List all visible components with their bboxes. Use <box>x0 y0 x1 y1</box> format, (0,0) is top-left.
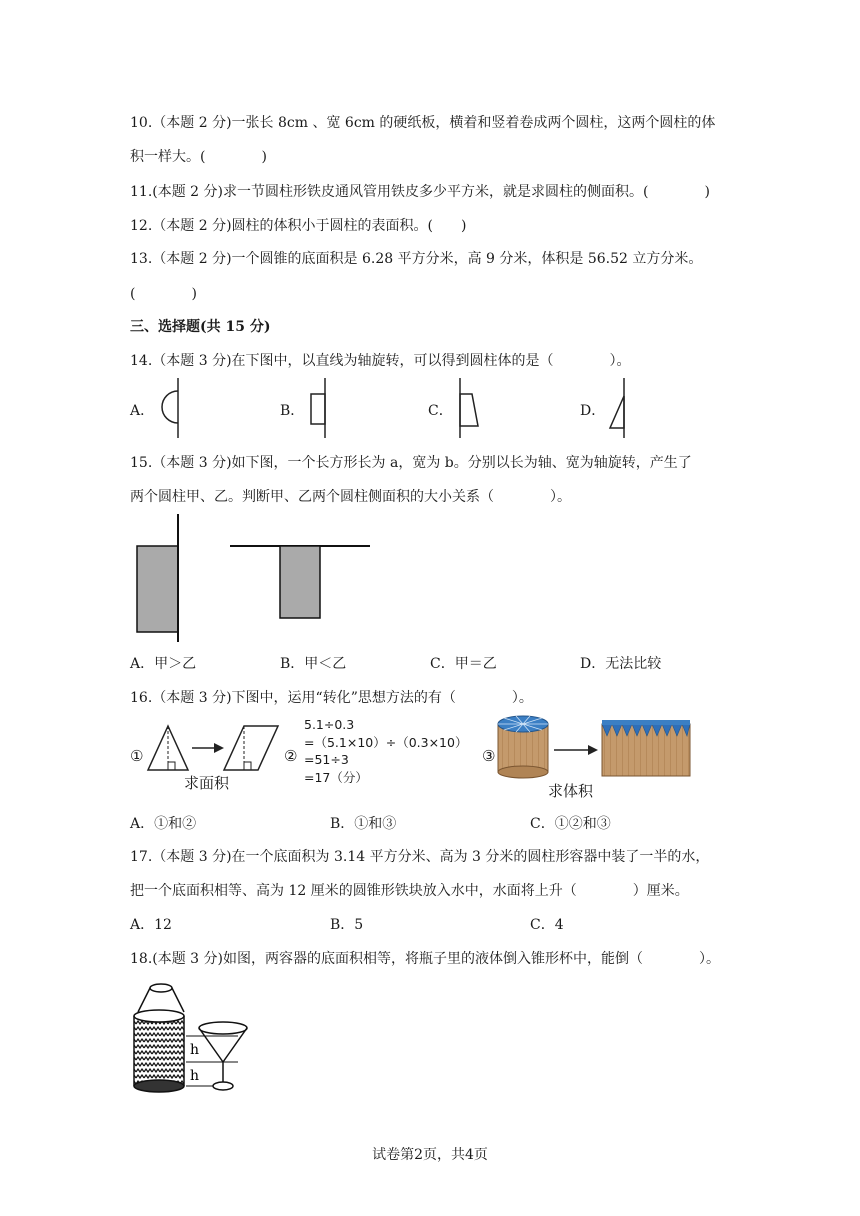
page-footer: 试卷第2页，共4页 <box>372 1147 488 1163</box>
q16-option-a: A．①和② <box>130 816 197 832</box>
q14-figure-a <box>150 376 190 440</box>
q12-text: 12.（本题 2 分)圆柱的体积小于圆柱的表面积。( ) <box>130 218 467 234</box>
section-title: 三、选择题(共 15 分) <box>130 319 271 335</box>
q15-option-c: C．甲＝乙 <box>430 656 497 672</box>
rectangle-jia <box>137 546 178 632</box>
q14-option-b: B． <box>280 403 305 419</box>
q10-line1: 10.（本题 2 分)一张长 8cm 、宽 6cm 的硬纸板，横着和竖着卷成两个圆柱，这两个圆柱的体 <box>130 115 716 131</box>
q16-figure-3 <box>496 714 696 780</box>
q11-text: 11.(本题 2 分)求一节圆柱形铁皮通风管用铁皮多少平方米，就是求圆柱的侧面积。( ) <box>130 184 710 200</box>
q14-option-d: D． <box>580 403 606 419</box>
q16-caption-area: 求面积 <box>184 774 230 792</box>
calc-line: =51÷3 <box>304 752 349 767</box>
height-label-lower: h <box>190 1068 200 1084</box>
q17-option-c: C．4 <box>530 917 564 933</box>
q15-option-d: D．无法比较 <box>580 656 662 672</box>
q16-option-c: C．①②和③ <box>530 816 611 832</box>
q15-line2: 两个圆柱甲、乙。判断甲、乙两个圆柱侧面积的大小关系（ ）。 <box>130 489 571 505</box>
q16-calculation <box>304 716 467 786</box>
q14-figure-b <box>300 376 340 440</box>
q16-label-3: ③ <box>482 747 496 765</box>
q15-option-b: B．甲＜乙 <box>280 656 347 672</box>
q14-figure-c <box>450 376 490 440</box>
q17-option-b: B．5 <box>330 917 364 933</box>
q10-line2: 积一样大。( ) <box>130 149 267 165</box>
q14-option-c: C． <box>428 403 453 419</box>
q14-figure-d <box>600 376 640 440</box>
q15-option-a: A．甲＞乙 <box>130 656 197 672</box>
q15-line1: 15.（本题 3 分)如下图，一个长方形长为 a，宽为 b。分别以长为轴、宽为轴旋转，产生了 <box>130 455 692 471</box>
q17-option-a: A．12 <box>130 917 172 933</box>
height-label-upper: h <box>190 1042 200 1058</box>
q13-line1: 13.（本题 2 分)一个圆锥的底面积是 6.28 平方分米，高 9 分米，体积是 56.52 立方分米。 <box>130 251 703 267</box>
q16-figure-1 <box>146 722 280 774</box>
q16-text: 16.（本题 3 分)下图中，运用“转化”思想方法的有（ ）。 <box>130 690 533 706</box>
calc-line: =（5.1×10）÷（0.3×10） <box>304 734 468 750</box>
q15-figure <box>130 512 380 644</box>
q16-label-2: ② <box>284 747 298 765</box>
q18-text: 18.(本题 3 分)如图，两容器的底面积相等，将瓶子里的液体倒入锥形杯中，能倒（ ）。 <box>130 951 720 967</box>
calc-line: 5.1÷0.3 <box>304 717 355 732</box>
q17-line1: 17.（本题 3 分)在一个底面积为 3.14 平方分米、高为 3 分米的圆柱形容器中装了一半的水， <box>130 849 710 865</box>
q16-label-1: ① <box>130 747 144 765</box>
q14-text: 14.（本题 3 分)在下图中，以直线为轴旋转，可以得到圆柱体的是（ ）。 <box>130 353 631 369</box>
calc-line: =17（分） <box>304 769 368 785</box>
q13-line2: ( ) <box>130 286 197 302</box>
q16-caption-volume: 求体积 <box>548 782 594 800</box>
rectangle-yi <box>280 546 320 618</box>
q14-option-a: A． <box>130 403 155 419</box>
q18-figure <box>128 978 258 1098</box>
q17-line2: 把一个底面积相等、高为 12 厘米的圆锥形铁块放入水中，水面将上升（ ）厘米。 <box>130 883 689 899</box>
q16-option-b: B．①和③ <box>330 816 397 832</box>
